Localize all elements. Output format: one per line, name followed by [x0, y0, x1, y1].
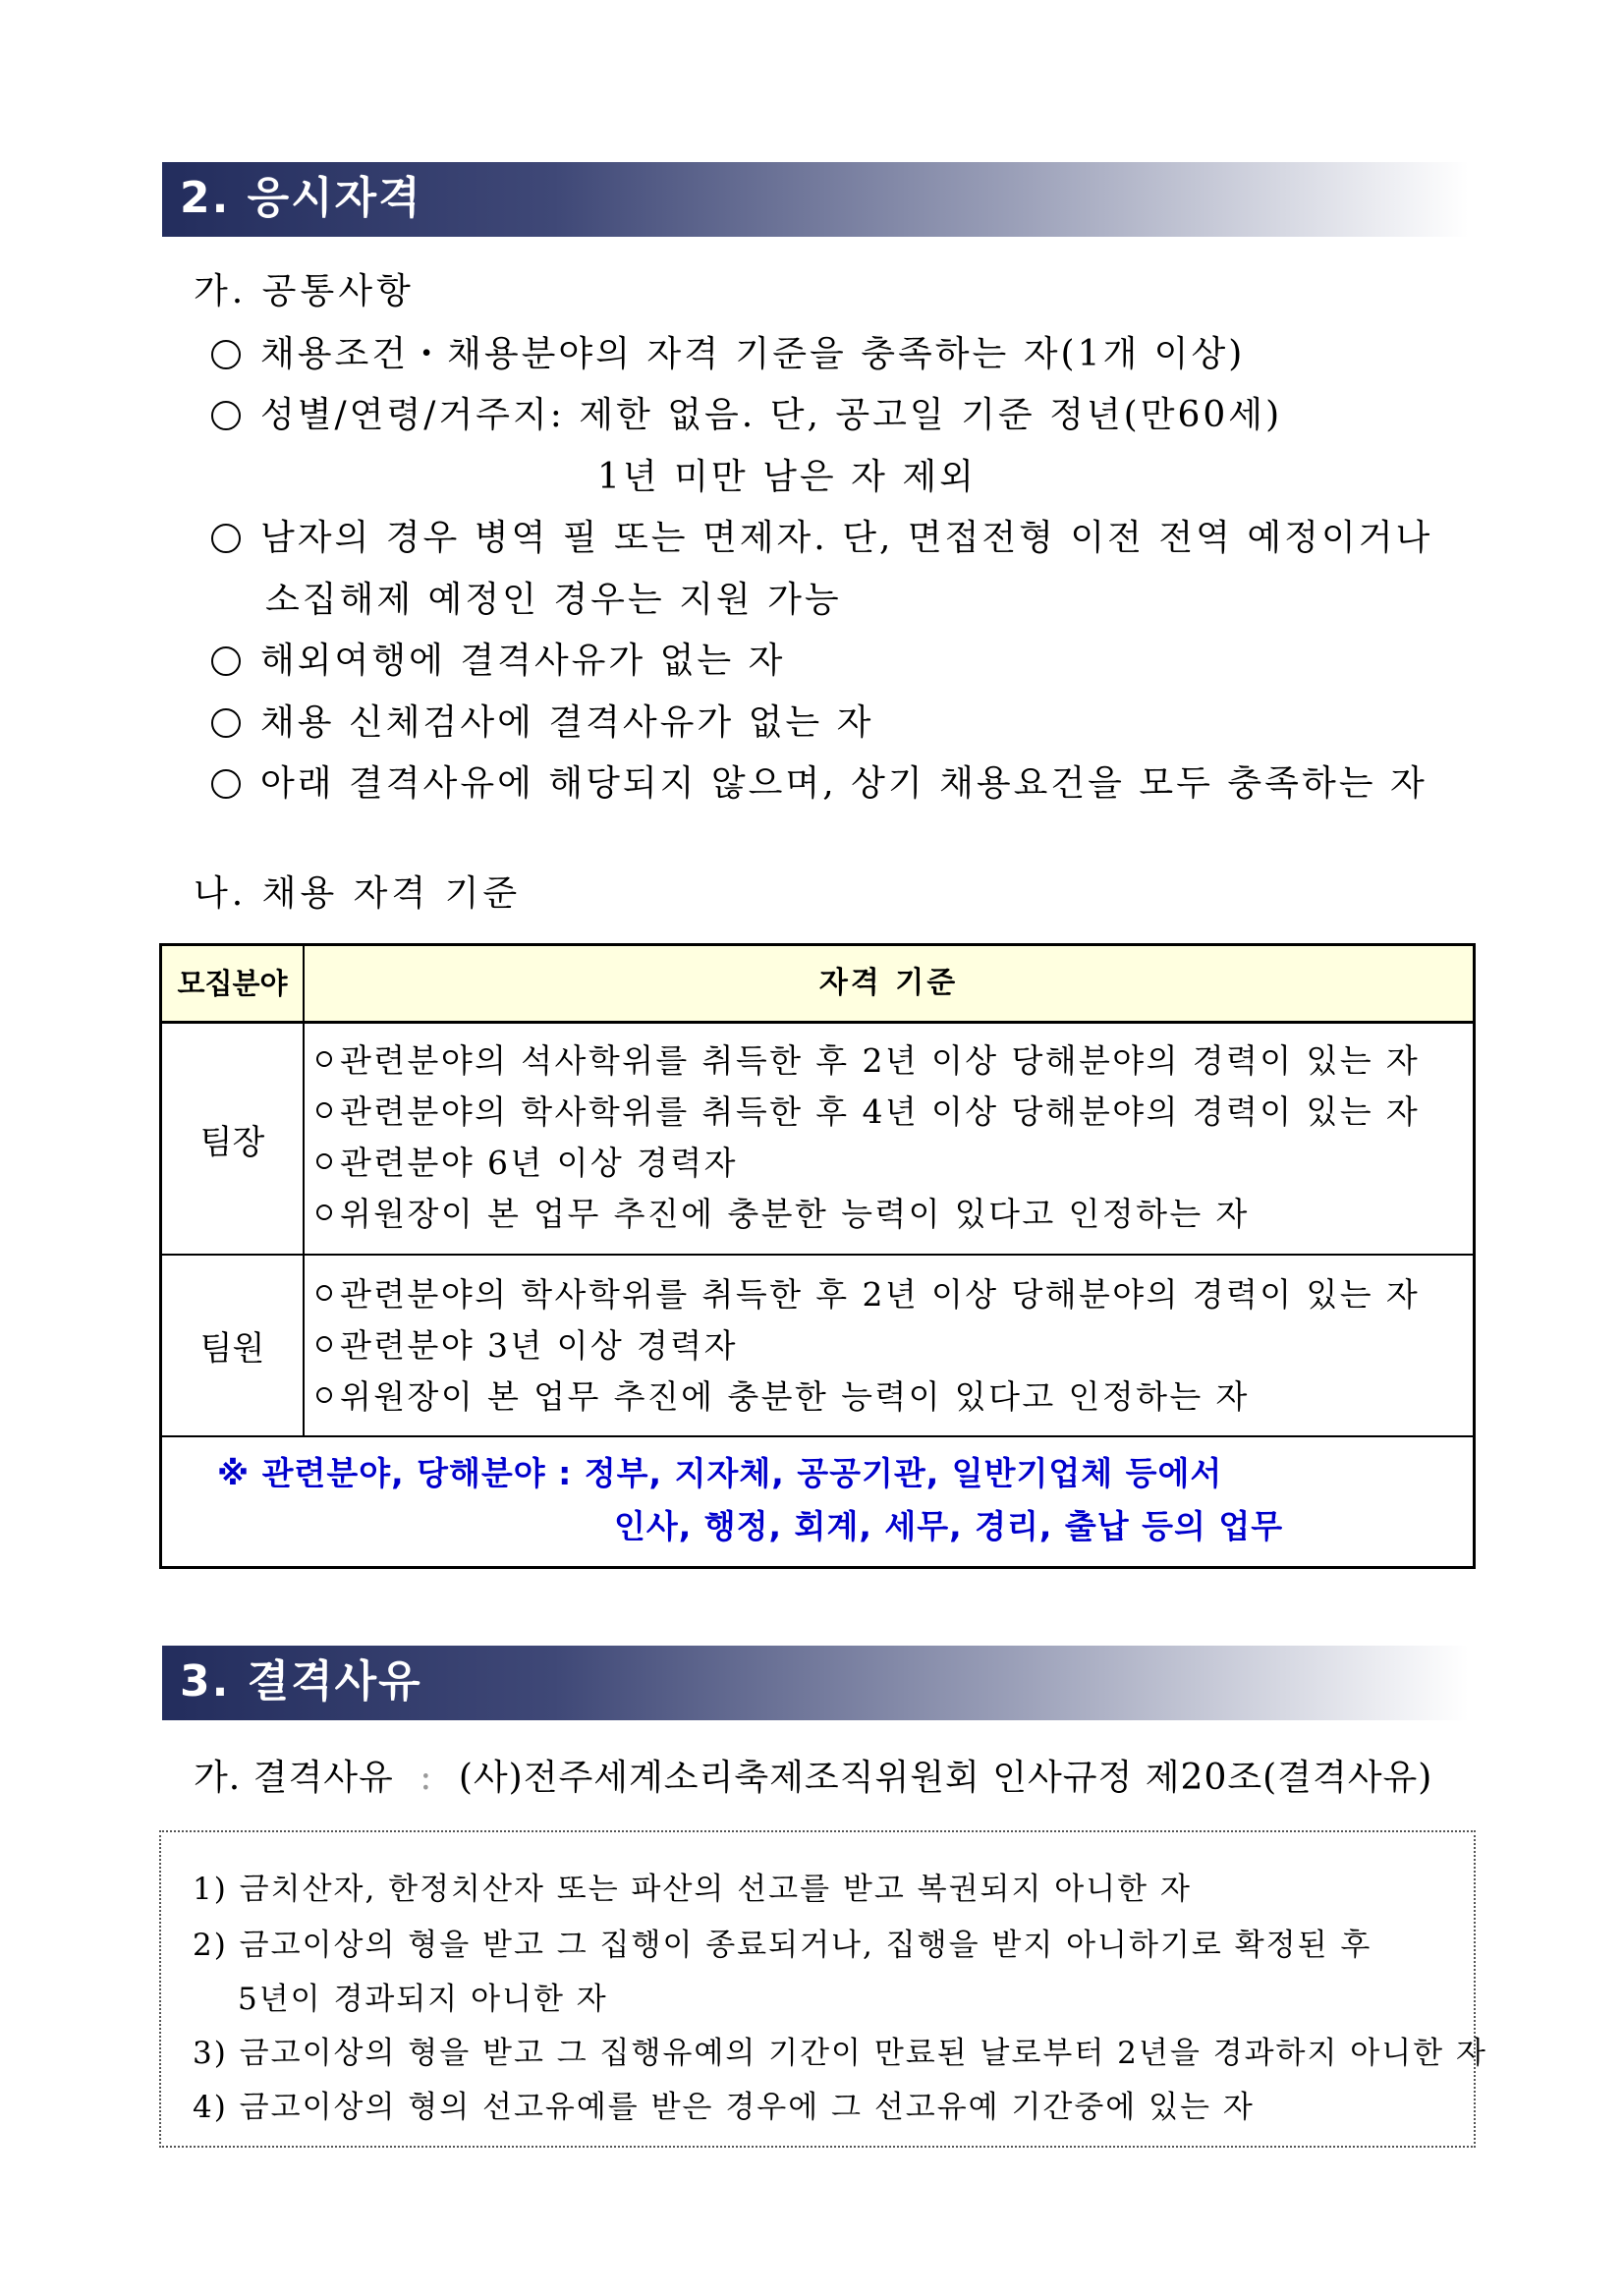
- requirement-item: [211, 391, 1282, 440]
- requirement-continuation: 소집해제 예정인 경우는 지원 가능: [265, 580, 842, 620]
- separator: :: [420, 1758, 433, 1798]
- small-circle-bullet-icon: [316, 1387, 332, 1403]
- requirement-text: 채용 신체검사에 결격사유가 없는 자: [260, 702, 874, 743]
- section-3-header: [162, 1646, 1469, 1720]
- small-circle-bullet-icon: [316, 1285, 332, 1301]
- circle-bullet-icon: [211, 340, 241, 369]
- small-circle-bullet-icon: [316, 1336, 332, 1352]
- qualification-criteria-heading: 나. 채용 자격 기준: [194, 873, 522, 914]
- requirement-text: 아래 결격사유에 해당되지 않으며, 상기 채용요건을 모두 충족하는 자: [260, 763, 1428, 804]
- table-note-line-2: 인사, 행정, 회계, 세무, 경리, 출납 등의 업무: [614, 1507, 1284, 1545]
- table-row: [162, 1024, 1473, 1256]
- disqualification-box: [159, 1830, 1487, 2148]
- criteria-item: 위원장이 본 업무 추진에 충분한 능력이 있다고 인정하는 자: [316, 1189, 1473, 1240]
- section-3-title: 3. 결격사유: [180, 1656, 422, 1707]
- requirement-item: [211, 514, 1432, 563]
- section-2-header: [162, 162, 1469, 237]
- requirement-text: 성별/연령/거주지: 제한 없음. 단, 공고일 기준 정년(만60세): [260, 395, 1283, 435]
- field-cell: 팀장: [162, 1024, 305, 1254]
- requirement-item: [211, 759, 1428, 809]
- requirement-text: 해외여행에 결격사유가 없는 자: [260, 641, 786, 681]
- small-circle-bullet-icon: [316, 1153, 332, 1169]
- criteria-item: 관련분야의 학사학위를 취득한 후 4년 이상 당해분야의 경력이 있는 자: [316, 1087, 1473, 1138]
- requirement-item: [211, 637, 785, 686]
- small-circle-bullet-icon: [316, 1051, 332, 1067]
- criteria-cell: [305, 1024, 1473, 1254]
- requirement-text: 채용조건・채용분야의 자격 기준을 충족하는 자(1개 이상): [260, 334, 1246, 374]
- table-row: [162, 1256, 1473, 1437]
- disqualification-item: 3) 금고이상의 형을 받고 그 집행유예의 기간이 만료된 날로부터 2년을 경과하지 아니한 자: [193, 2036, 1487, 2071]
- disqualification-item: 2) 금고이상의 형을 받고 그 집행이 종료되거나, 집행을 받지 아니하기로 확정된 후: [193, 1928, 1372, 1963]
- small-circle-bullet-icon: [316, 1102, 332, 1118]
- field-cell: 팀원: [162, 1256, 305, 1435]
- requirement-continuation: 1년 미만 남은 자 제외: [597, 457, 977, 497]
- qualification-table: [159, 943, 1476, 1569]
- disqualification-item: 1) 금치산자, 한정치산자 또는 파산의 선고를 받고 복권되지 아니한 자: [193, 1872, 1192, 1907]
- circle-bullet-icon: [211, 708, 241, 738]
- disqualification-reference: (사)전주세계소리축제조직위원회 인사규정 제20조(결격사유): [458, 1758, 1433, 1798]
- criteria-cell: [305, 1256, 1473, 1435]
- circle-bullet-icon: [211, 646, 241, 676]
- criteria-item: 위원장이 본 업무 추진에 충분한 능력이 있다고 인정하는 자: [316, 1372, 1473, 1423]
- disqualification-item: 4) 금고이상의 형의 선고유예를 받은 경우에 그 선고유예 기간중에 있는 자: [193, 2090, 1255, 2125]
- criteria-item: 관련분야의 학사학위를 취득한 후 2년 이상 당해분야의 경력이 있는 자: [316, 1269, 1473, 1320]
- disqualification-item-continuation: 5년이 경과되지 아니한 자: [238, 1982, 608, 2017]
- circle-bullet-icon: [211, 769, 241, 799]
- circle-bullet-icon: [211, 401, 241, 430]
- criteria-item: 관련분야 3년 이상 경력자: [316, 1320, 1473, 1372]
- requirement-item: [211, 699, 873, 748]
- table-note-line-1: ※ 관련분야, 당해분야 : 정부, 지자체, 공공기관, 일반기업체 등에서: [217, 1454, 1223, 1492]
- requirement-item: [211, 330, 1245, 379]
- header-criteria: 자격 기준: [818, 966, 959, 1000]
- criteria-item: 관련분야 6년 이상 경력자: [316, 1138, 1473, 1189]
- circle-bullet-icon: [211, 524, 241, 553]
- common-requirements-heading: 가. 공통사항: [194, 271, 415, 311]
- table-header: [162, 946, 1473, 1024]
- section-2-title: 2. 응시자격: [180, 173, 422, 223]
- criteria-item: 관련분야의 석사학위를 취득한 후 2년 이상 당해분야의 경력이 있는 자: [316, 1036, 1473, 1087]
- disqualification-label: 가. 결격사유: [194, 1758, 394, 1798]
- header-field: 모집분야: [162, 946, 305, 1021]
- small-circle-bullet-icon: [316, 1204, 332, 1220]
- requirement-text: 남자의 경우 병역 필 또는 면제자. 단, 면접전형 이전 전역 예정이거나: [260, 518, 1433, 558]
- disqualification-heading: [194, 1754, 1432, 1803]
